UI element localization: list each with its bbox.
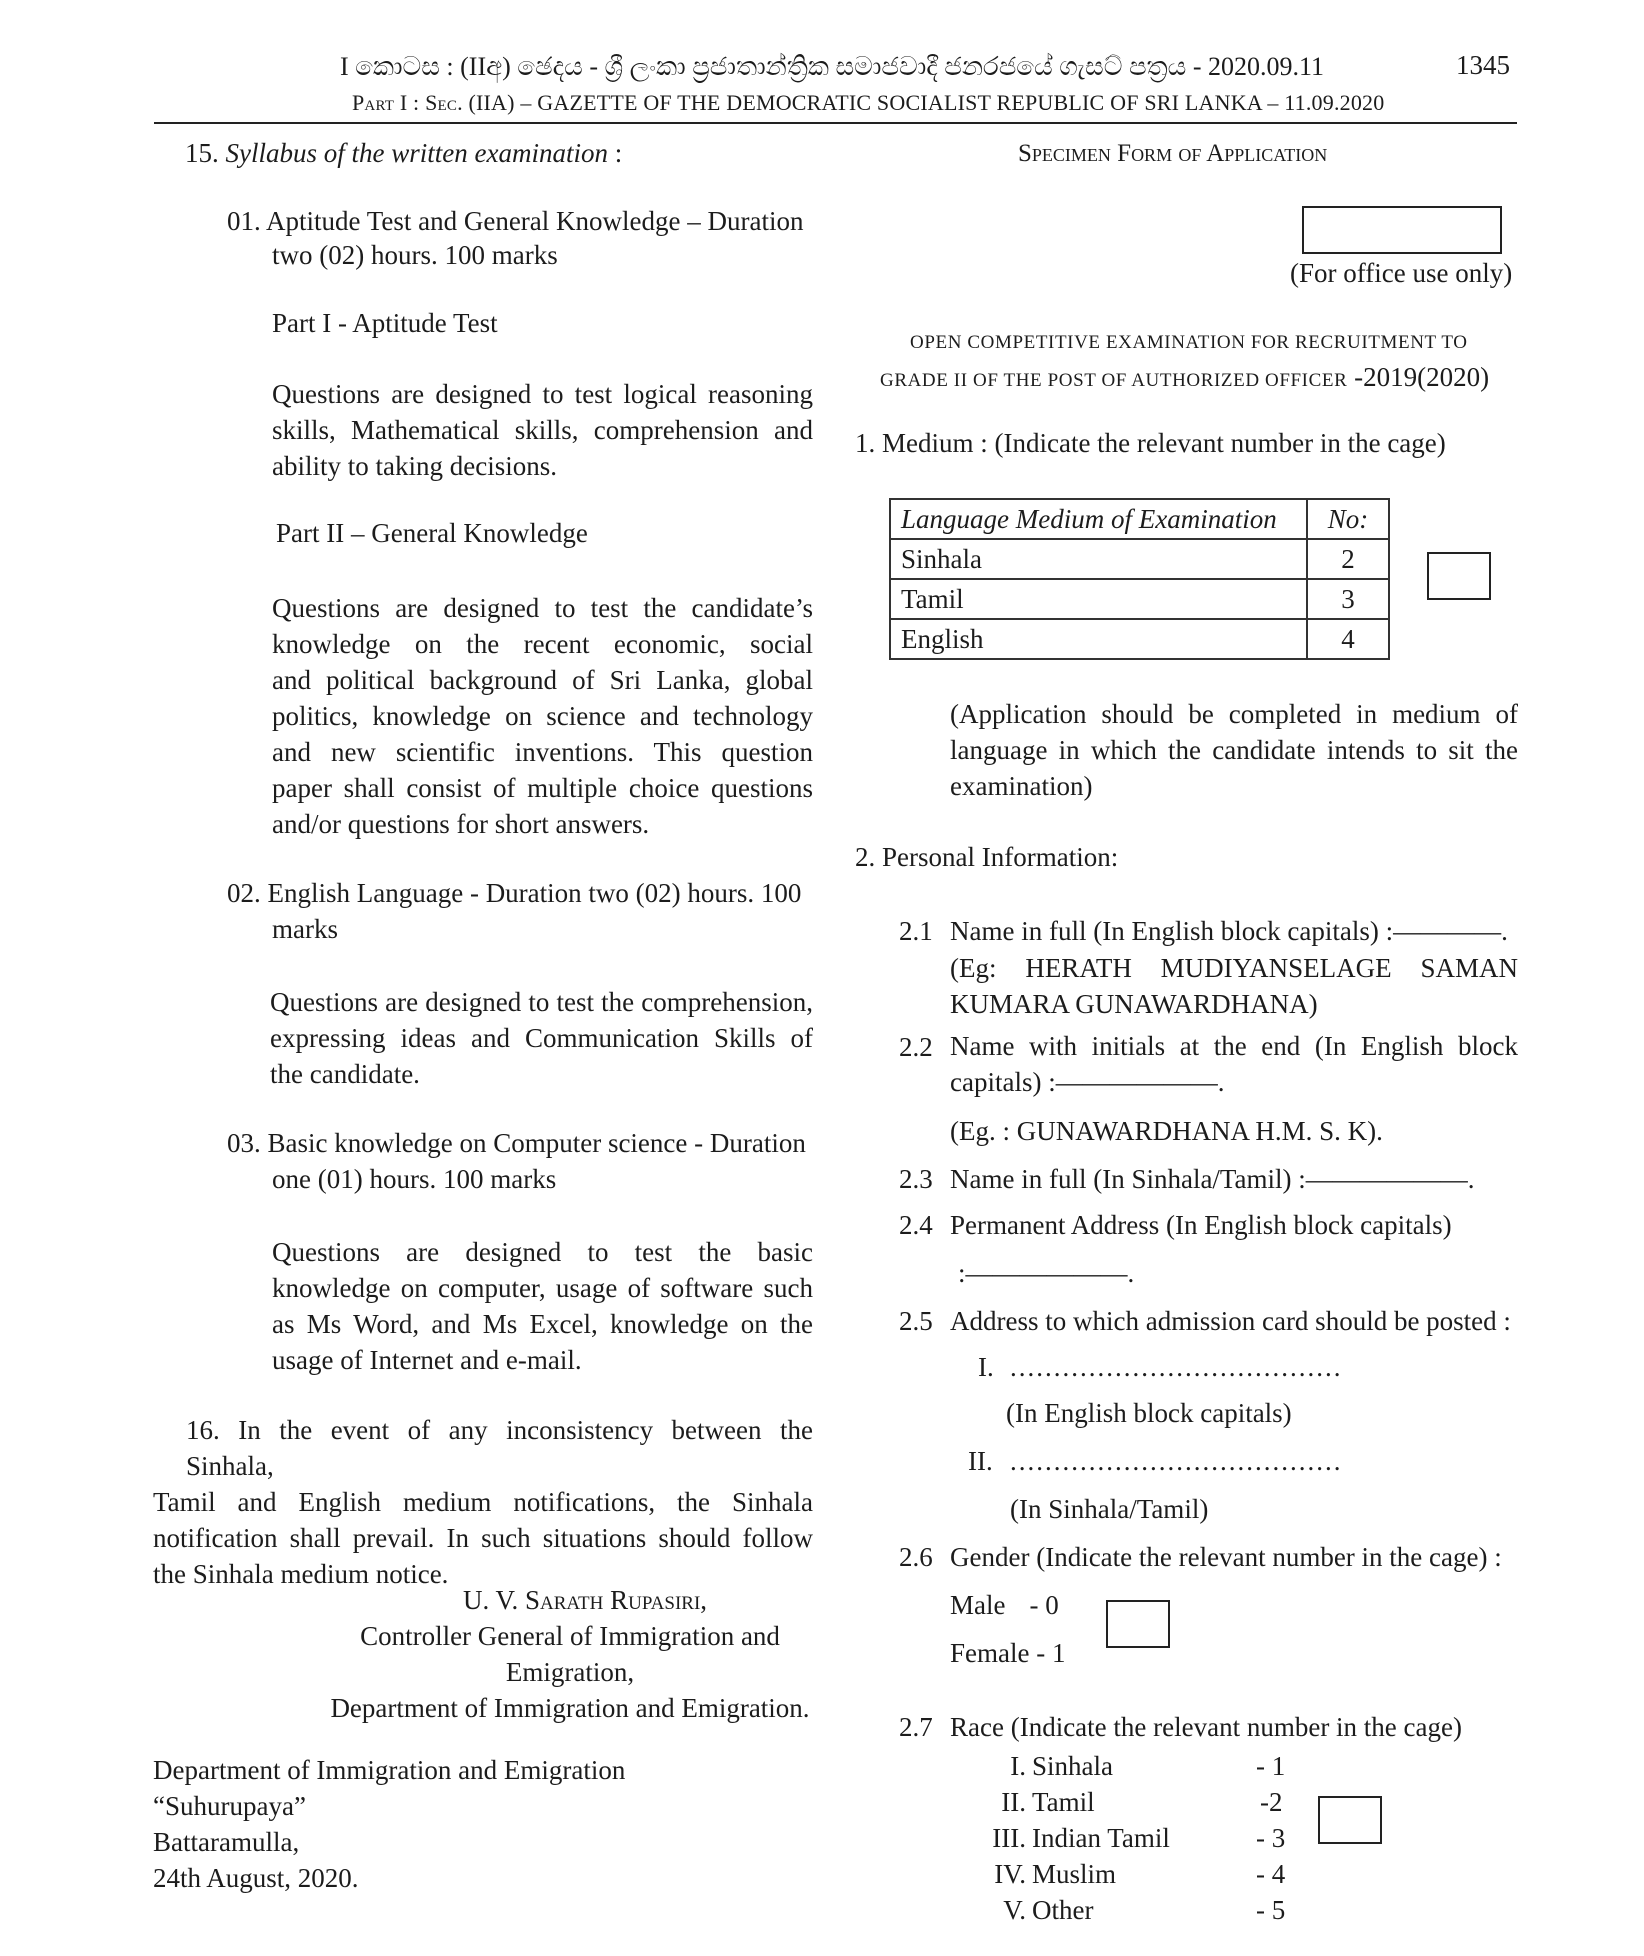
part-2-desc-line: paper shall consist of multiple choice questions	[272, 773, 813, 803]
medium-label: 1. Medium : (Indicate the relevant number in the cage)	[855, 428, 1446, 458]
race-label: Other	[1032, 1895, 1094, 1925]
signature-block	[310, 1582, 830, 1726]
gender-label: Male	[950, 1590, 1006, 1620]
field-2-5-label: Address to which admission card should be posted :	[950, 1306, 1511, 1336]
race-number: I.	[1010, 1751, 1026, 1781]
field-2-5-i-number: I.	[978, 1352, 994, 1382]
medium-note-line: language in which the candidate intends to sit the	[950, 735, 1518, 765]
field-2-2-label	[950, 1028, 1518, 1100]
section-03-desc-line: Questions are designed to test the basic	[272, 1237, 813, 1267]
race-label: Tamil	[1032, 1787, 1095, 1817]
section-03-desc-line: as Ms Word, and Ms Excel, knowledge on the	[272, 1309, 813, 1339]
gender-label: Female	[950, 1638, 1030, 1668]
page-number: 1345	[1456, 50, 1510, 80]
medium-table	[889, 498, 1390, 660]
part-2-desc-line: Questions are designed to test the candidate’s	[272, 593, 813, 623]
signatory-title: Emigration,	[505, 1657, 635, 1687]
race-code: -2	[1260, 1787, 1283, 1817]
race-label: Sinhala	[1032, 1751, 1113, 1781]
form-title: Specimen Form of Application	[1018, 140, 1328, 167]
medium-language: Sinhala	[890, 539, 1307, 579]
field-2-4-number: 2.4	[899, 1210, 933, 1240]
part-1-desc-line: Questions are designed to test logical reasoning	[272, 379, 813, 409]
field-2-1-label: Name in full (In English block capitals) :————.	[950, 916, 1508, 946]
field-2-6-label: Gender (Indicate the relevant number in the cage) :	[950, 1542, 1502, 1572]
section-16-line: the Sinhala medium notice.	[153, 1559, 449, 1589]
office-use-label: (For office use only)	[1290, 258, 1513, 288]
race-code: - 1	[1256, 1751, 1286, 1781]
table-row	[890, 579, 1389, 619]
address-line: 24th August, 2020.	[153, 1863, 359, 1893]
field-2-2-label-line: Name with initials at the end (In English block	[950, 1031, 1518, 1061]
section-02-line2: marks	[272, 914, 338, 944]
field-2-1-example-line: (Eg: HERATH MUDIYANSELAGE SAMAN	[950, 953, 1518, 983]
header-english-line: Part I : Sec. (IIA) – GAZETTE OF THE DEMOCRATIC SOCIALIST REPUBLIC OF SRI LANKA – 11.09.2020	[352, 90, 1385, 115]
race-cage[interactable]	[1318, 1796, 1382, 1844]
field-2-5-i-dots: ......................................	[1010, 1352, 1343, 1382]
field-2-2-label-line: capitals) :——————.	[950, 1067, 1225, 1097]
field-2-3-label: Name in full (In Sinhala/Tamil) :——————.	[950, 1164, 1475, 1194]
medium-note-line: examination)	[950, 771, 1093, 801]
section-02-desc-line: Questions are designed to test the comprehension,	[270, 987, 813, 1017]
field-2-7-number: 2.7	[899, 1712, 933, 1742]
medium-number: 3	[1307, 579, 1389, 619]
race-number: IV.	[994, 1859, 1026, 1889]
table-row	[890, 619, 1389, 659]
field-2-5-number: 2.5	[899, 1306, 933, 1336]
field-2-2-number: 2.2	[899, 1032, 933, 1062]
section-01-line2: two (02) hours. 100 marks	[272, 240, 558, 270]
signatory-department: Department of Immigration and Emigration.	[330, 1693, 810, 1723]
race-number: V.	[1003, 1895, 1026, 1925]
part-2-desc-line: knowledge on the recent economic, social	[272, 629, 813, 659]
section-16	[153, 1412, 813, 1592]
gender-code: - 1	[1036, 1638, 1066, 1668]
section-03-desc-line: usage of Internet and e-mail.	[272, 1345, 582, 1375]
personal-info-heading: 2. Personal Information:	[855, 842, 1119, 872]
field-2-1-example	[950, 950, 1518, 1022]
medium-language: Tamil	[890, 579, 1307, 619]
field-2-1-example-line: KUMARA GUNAWARDHANA)	[950, 989, 1318, 1019]
address-line: “Suhurupaya”	[153, 1791, 306, 1821]
section-02-description	[270, 984, 813, 1092]
section-15-title-text: 15. Syllabus of the written examination :	[185, 138, 623, 168]
office-use-box[interactable]	[1302, 206, 1502, 254]
part-1-description	[272, 376, 813, 484]
race-option	[970, 1748, 1310, 1784]
part-2-desc-line: and new scientific inventions. This question	[272, 737, 813, 767]
field-2-5-ii-dots: ......................................	[1010, 1446, 1343, 1476]
race-option	[970, 1784, 1310, 1820]
exam-year: -2019(2020)	[1347, 362, 1490, 392]
exam-title-line1: OPEN COMPETITIVE EXAMINATION FOR RECRUITMENT TO	[910, 332, 1468, 353]
section-02-desc-line: expressing ideas and Communication Skills of	[270, 1023, 813, 1053]
field-2-1-number: 2.1	[899, 916, 933, 946]
field-2-5-i-note: (In English block capitals)	[1006, 1398, 1292, 1428]
race-options	[970, 1748, 1310, 1928]
race-option	[970, 1892, 1310, 1928]
field-2-5-ii-number: II.	[968, 1446, 993, 1476]
medium-header-no: No:	[1307, 499, 1389, 539]
part-2-desc-line: and political background of Sri Lanka, global	[272, 665, 813, 695]
part-1-heading: Part I - Aptitude Test	[272, 308, 498, 338]
field-2-4-label: Permanent Address (In English block capitals)	[950, 1210, 1452, 1240]
table-row	[890, 539, 1389, 579]
race-code: - 5	[1256, 1895, 1286, 1925]
header-sinhala-line: I කොටස : (IIඅ) ඡෙදය - ශ්‍රී ලංකා ප්‍රජාතාන්ත්‍රික සමාජවාදී ජනරජයේ ගැසට් පත්‍රය - 2020.09.11	[340, 52, 1325, 81]
section-15-title	[185, 138, 622, 169]
medium-header-language: Language Medium of Examination	[890, 499, 1307, 539]
race-code: - 3	[1256, 1823, 1286, 1853]
medium-cage[interactable]	[1427, 552, 1491, 600]
issuer-address	[153, 1752, 753, 1896]
section-03-line2: one (01) hours. 100 marks	[272, 1164, 557, 1194]
part-1-desc-line: ability to taking decisions.	[272, 451, 557, 481]
part-2-desc-line: politics, knowledge on science and technology	[272, 701, 813, 731]
section-02-desc-line: the candidate.	[270, 1059, 420, 1089]
field-2-2-example: (Eg. : GUNAWARDHANA H.M. S. K).	[950, 1116, 1383, 1146]
medium-note-line: (Application should be completed in medium of	[950, 699, 1518, 729]
part-2-desc-line: and/or questions for short answers.	[272, 809, 650, 839]
exam-title-line2	[880, 362, 1489, 393]
field-2-5-ii-note: (In Sinhala/Tamil)	[1010, 1494, 1209, 1524]
field-2-3-number: 2.3	[899, 1164, 933, 1194]
race-label: Indian Tamil	[1032, 1823, 1170, 1853]
medium-table-header	[890, 499, 1389, 539]
field-2-7-label: Race (Indicate the relevant number in the cage)	[950, 1712, 1462, 1742]
field-2-4-blank: :——————.	[958, 1258, 1135, 1288]
medium-number: 2	[1307, 539, 1389, 579]
section-02-line1: 02. English Language - Duration two (02) hours. 100	[227, 878, 802, 908]
gender-cage[interactable]	[1106, 1600, 1170, 1648]
race-option	[970, 1856, 1310, 1892]
section-03-description	[272, 1234, 813, 1378]
section-03-line1: 03. Basic knowledge on Computer science - Duration	[227, 1128, 806, 1158]
medium-note	[950, 696, 1518, 804]
race-number: III.	[992, 1823, 1026, 1853]
gender-code: - 0	[1029, 1590, 1059, 1620]
race-code: - 4	[1256, 1859, 1286, 1889]
section-16-line: 16. In the event of any inconsistency between the Sinhala,	[186, 1415, 813, 1481]
field-2-6-number: 2.6	[899, 1542, 933, 1572]
race-number: II.	[1001, 1787, 1026, 1817]
section-16-line: Tamil and English medium notifications, the Sinhala	[153, 1487, 813, 1517]
header-rule	[154, 122, 1517, 124]
address-line: Battaramulla,	[153, 1827, 300, 1857]
section-16-line: notification shall prevail. In such situations should follow	[153, 1523, 813, 1553]
address-line: Department of Immigration and Emigration	[153, 1755, 626, 1785]
part-2-heading: Part II – General Knowledge	[276, 518, 588, 548]
part-2-description	[272, 590, 813, 842]
race-option	[970, 1820, 1310, 1856]
race-label: Muslim	[1032, 1859, 1117, 1889]
exam-title-text: GRADE II OF THE POST OF AUTHORIZED OFFICER	[880, 370, 1348, 391]
section-03-desc-line: knowledge on computer, usage of software such	[272, 1273, 813, 1303]
medium-language: English	[890, 619, 1307, 659]
gender-option-female	[950, 1638, 1065, 1669]
section-01-line1: 01. Aptitude Test and General Knowledge – Duration	[227, 206, 804, 236]
part-1-desc-line: skills, Mathematical skills, comprehension and	[272, 415, 813, 445]
signatory-title: Controller General of Immigration and	[360, 1621, 780, 1651]
medium-number: 4	[1307, 619, 1389, 659]
gender-option-male	[950, 1590, 1059, 1621]
signatory-name: U. V. Sarath Rupasiri,	[462, 1585, 708, 1615]
